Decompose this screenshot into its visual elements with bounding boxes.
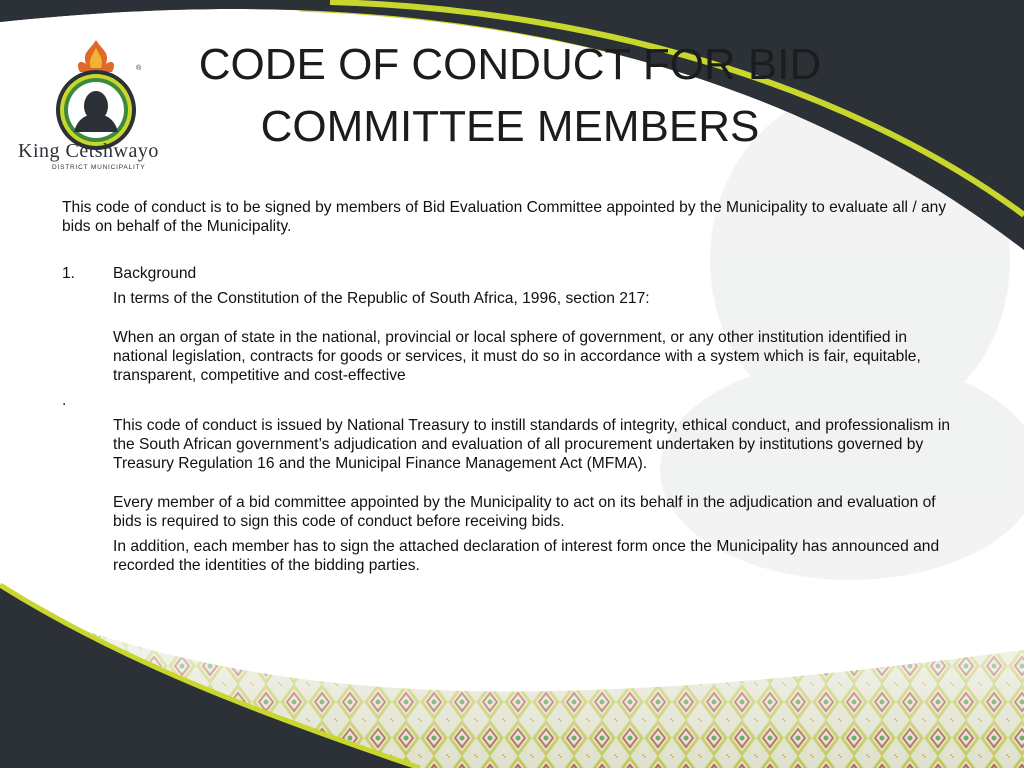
paragraph-national-treasury: This code of conduct is issued by National Treasury to instill standards of integrity, ethical conduct, and professionalism in the South African government’s adjudication and evaluation of all procurement undertaken by institutions governed by Treasury Regulation 16 and the Municipal Finance Management Act (MFMA). [113,417,950,472]
section-heading-row [62,264,962,283]
paragraph-organ-of-state: When an organ of state in the national, provincial or local sphere of government, or any other institution identified in national legislation, contracts for goods or services, it must do so in accordance with a system which is fair, equitable, transparent, competitive and cost-effective [113,329,921,384]
title-line-2: COMMITTEE MEMBERS [260,102,760,151]
paragraph-declaration: In addition, each member has to sign the attached declaration of interest form once the Municipality has announced and recorded the identities of the bidding parties. [113,538,940,574]
intro-paragraph: This code of conduct is to be signed by members of Bid Evaluation Committee appointed by the Municipality to evaluate all / any bids on behalf of the Municipality. [62,199,947,235]
body-content [62,198,962,575]
registered-mark: ® [136,65,142,72]
logo-name: King Cetshwayo [18,140,159,162]
section-number: 1. [62,265,76,282]
logo-subtitle: DISTRICT MUNICIPALITY [52,164,146,171]
section-heading: Background [113,265,197,282]
paragraph-constitution: In terms of the Constitution of the Republic of South Africa, 1996, section 217: [113,290,650,307]
stray-dot: . [62,392,67,409]
title-line-1: CODE OF CONDUCT FOR BID [198,40,822,89]
paragraph-bid-committee: Every member of a bid committee appointed by the Municipality to act on its behalf in the adjudication and evaluation of bids is required to sign this code of conduct before receiving bids. [113,494,936,530]
page-title [170,34,850,158]
